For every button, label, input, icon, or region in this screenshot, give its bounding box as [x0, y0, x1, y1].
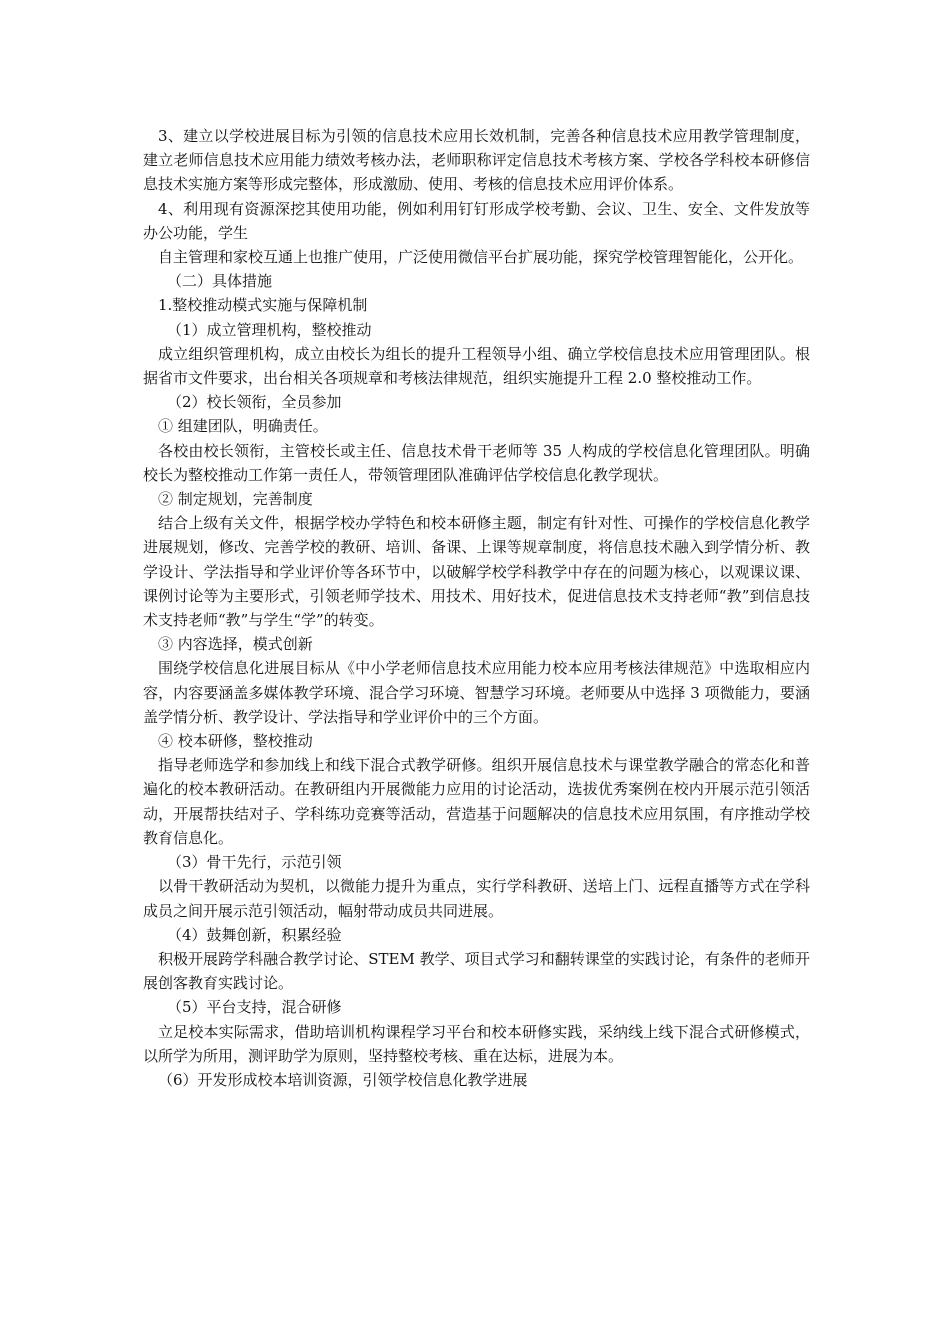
item-heading-1: （1）成立管理机构，整校推动 [167, 320, 372, 339]
item-heading-2: （2）校长领衔，全员参加 [167, 393, 342, 412]
document-body [143, 124, 810, 1092]
paragraph-goal-3: 3、建立以学校进展目标为引领的信息技术应用长效机制，完善各种信息技术应用教学管理制度，建立老师信息技术应用能力绩效考核办法，老师职称评定信息技术考核方案、学校各学科校本研修信息技术实施方案等形成完整体，形成激励、使用、考核的信息技术应用评价体系。 [143, 127, 810, 194]
circled-heading-3: ③ 内容选择，模式创新 [158, 635, 313, 654]
paragraph-circled-3: 围绕学校信息化进展目标从《中小学老师信息技术应用能力校本应用考核法律规范》中选取相应内容，内容要涵盖多媒体教学环境、混合学习环境、智慧学习环境。老师要从中选择 3 项微能力，要涵盖学情分析、教学设计、学法指导和学业评价中的三个方面。 [143, 659, 810, 726]
item-heading-5: （5）平台支持，混合研修 [167, 998, 342, 1017]
circled-heading-1: ① 组建团队，明确责任。 [158, 417, 328, 436]
circled-heading-2: ② 制定规划，完善制度 [158, 490, 313, 509]
item-heading-6: （6）开发形成校本培训资源，引领学校信息化教学进展 [158, 1070, 528, 1089]
paragraph-item-1: 成立组织管理机构，成立由校长为组长的提升工程领导小组、确立学校信息技术应用管理团队。根据省市文件要求，出台相关各项规章和考核法律规范，组织实施提升工程 2.0 整校推动工作。 [143, 344, 810, 388]
paragraph-circled-4: 指导老师选学和参加线上和线下混合式教学研修。组织开展信息技术与课堂教学融合的常态化和普遍化的校本教研活动。在教研组内开展微能力应用的讨论活动，选拔优秀案例在校内开展示范引领活动，开展帮扶结对子、学科练功竞赛等活动，营造基于问题解决的信息技术应用氛围，有序推动学校教育信息化。 [143, 756, 810, 847]
paragraph-goal-4-continued: 自主管理和家校互通上也推广使用，广泛使用微信平台扩展功能，探究学校管理智能化，公开化。 [158, 248, 804, 267]
item-heading-4: （4）鼓舞创新，积累经验 [167, 925, 342, 944]
item-heading-3: （3）骨干先行，示范引领 [167, 853, 342, 872]
paragraph-item-3: 以骨干教研活动为契机，以微能力提升为重点，实行学科教研、送培上门、远程直播等方式在学科成员之间开展示范引领活动，幅射带动成员共同进展。 [143, 877, 810, 920]
paragraph-circled-1: 各校由校长领衔，主管校长或主任、信息技术骨干老师等 35 人构成的学校信息化管理团队。明确校长为整校推动工作第一责任人，带领管理团队准确评估学校信息化教学现状。 [143, 441, 810, 484]
paragraph-goal-4: 4、利用现有资源深挖其使用功能，例如利用钉钉形成学校考勤、会议、卫生、安全、文件发放等办公功能，学生 [143, 199, 810, 242]
paragraph-item-4: 积极开展跨学科融合教学讨论、STEM 教学、项目式学习和翻转课堂的实践讨论，有条件的老师开展创客教育实践讨论。 [143, 949, 810, 993]
circled-heading-4: ④ 校本研修，整校推动 [158, 732, 313, 751]
section-heading-measures: （二）具体措施 [167, 272, 273, 291]
subsection-heading-1: 1.整校推动模式实施与保障机制 [158, 296, 368, 315]
paragraph-circled-2: 结合上级有关文件，根据学校办学特色和校本研修主题，制定有针对性、可操作的学校信息化教学进展规划，修改、完善学校的教研、培训、备课、上课等规章制度，将信息技术融入到学情分析、教学设计、学法指导和学业评价等各环节中，以破解学校学科教学中存在的问题为核心，以观课议课、课例讨论等为主要形式，引领老师学技术、用技术、用好技术，促进信息技术支持老师“教”到信息技术支持老师“教”与学生“学”的转变。 [143, 514, 810, 630]
paragraph-item-5: 立足校本实际需求，借助培训机构课程学习平台和校本研修实践，采纳线上线下混合式研修模式，以所学为所用，测评助学为原则，坚持整校考核、重在达标，进展为本。 [143, 1022, 810, 1065]
